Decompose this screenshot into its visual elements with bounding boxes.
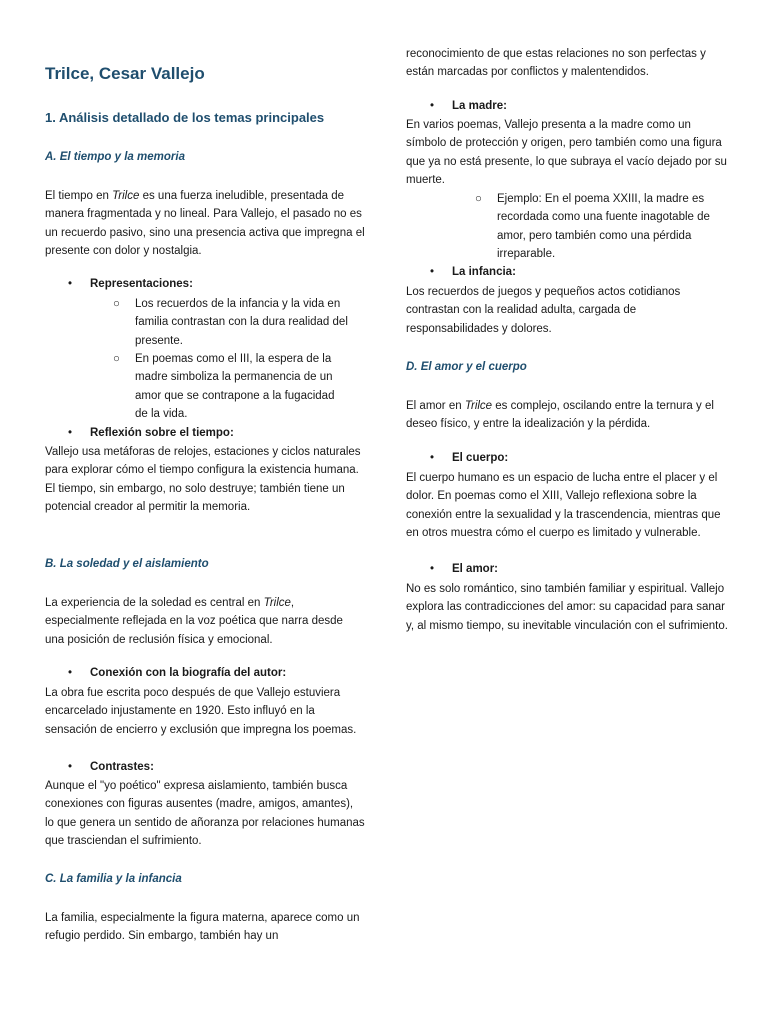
emphasis-title: Trilce xyxy=(464,400,493,412)
sub-bullet: ○ En poemas como el III, la espera de la madre simboliza la permanencia de un amor que se contrapone a la fugacidad de la vida. xyxy=(135,350,350,423)
sub-bullet: ○ Ejemplo: En el poema XXIII, la madre es recordada como una fuente inagotable de amor, pero también como una pérdida irreparable. xyxy=(497,190,728,263)
paragraph-d-intro: El amor en Trilce es complejo, oscilando entre la ternura y el deseo físico, y entre la idealización y la pérdida. xyxy=(406,400,714,431)
bullet-icon: • xyxy=(430,266,435,278)
paragraph-c-intro: La familia, especialmente la figura materna, aparece como un refugio perdido. Sin embargo, también hay un xyxy=(45,912,360,943)
paragraph-c-continued: reconocimiento de que estas relaciones no son perfectas y están marcadas por conflictos y malentendidos. xyxy=(406,48,706,79)
document-title: Trilce, Cesar Vallejo xyxy=(45,64,205,83)
circle-bullet-icon: ○ xyxy=(113,298,120,310)
bullet-representaciones: • Representaciones: xyxy=(68,278,193,290)
bullet-infancia: • La infancia: xyxy=(430,266,516,278)
section-heading: 1. Análisis detallado de los temas principales xyxy=(45,110,325,125)
bullet-contrastes: • Contrastes: xyxy=(68,761,154,773)
bullet-madre: • La madre: xyxy=(430,100,507,112)
bullet-icon: • xyxy=(68,667,73,679)
bullet-cuerpo: • El cuerpo: xyxy=(430,452,509,464)
circle-bullet-icon: ○ xyxy=(475,193,482,205)
paragraph-amor: No es solo romántico, sino también familiar y espiritual. Vallejo explora las contradicciones del amor: su capacidad para sanar y, al mismo tiempo, su inevitable vinculación con el sufrimiento. xyxy=(406,583,728,632)
bullet-icon: • xyxy=(68,427,73,439)
bullet-conexion: • Conexión con la biografía del autor: xyxy=(68,667,287,679)
bullet-icon: • xyxy=(430,100,435,112)
bullet-icon: • xyxy=(430,563,435,575)
subsection-heading-a: A. El tiempo y la memoria xyxy=(45,151,185,163)
paragraph-madre: En varios poemas, Vallejo presenta a la madre como un símbolo de protección y origen, pero también como una figura que ya no está presente, lo que subraya el vacío dejado por su muerte. xyxy=(406,119,727,186)
sub-bullet: ○ Los recuerdos de la infancia y la vida en familia contrastan con la dura realidad del presente. xyxy=(135,295,350,350)
subsection-heading-c: C. La familia y la infancia xyxy=(45,873,182,885)
paragraph-b-intro: La experiencia de la soledad es central en Trilce, especialmente reflejada en la voz poética que narra desde una posición de reclusión física y emocional. xyxy=(45,597,343,646)
paragraph-infancia: Los recuerdos de juegos y pequeños actos cotidianos contrastan con la realidad adulta, cargada de responsabilidades y dolores. xyxy=(406,286,681,335)
circle-bullet-icon: ○ xyxy=(113,353,120,365)
bullet-amor: • El amor: xyxy=(430,563,499,575)
bullet-icon: • xyxy=(68,761,73,773)
paragraph-contrastes: Aunque el "yo poético" expresa aislamiento, también busca conexiones con figuras ausentes (madre, amigos, amantes), lo que genera un sentido de añoranza por relaciones humanas que trasciendan el sufrimiento. xyxy=(45,780,365,847)
paragraph-conexion: La obra fue escrita poco después de que Vallejo estuviera encarcelado injustamente en 1920. Esto influyó en la sensación de encierro y exclusión que impregna los poemas. xyxy=(45,687,357,736)
subsection-heading-b: B. La soledad y el aislamiento xyxy=(45,558,209,570)
emphasis-title: Trilce xyxy=(112,190,140,202)
bullet-icon: • xyxy=(68,278,73,290)
emphasis-title: Trilce xyxy=(263,597,291,609)
bullet-reflexion: • Reflexión sobre el tiempo: xyxy=(68,427,234,439)
paragraph-reflexion: Vallejo usa metáforas de relojes, estaciones y ciclos naturales para explorar cómo el tiempo configura la existencia humana. El tiempo, sin embargo, no solo destruye; también tiene un potencial creador al permitir la memoria. xyxy=(45,446,361,513)
paragraph-cuerpo: El cuerpo humano es un espacio de lucha entre el placer y el dolor. En poemas como el XIII, Vallejo reflexiona sobre la conexión entre la sexualidad y la trascendencia, mientras que en otros muestra cómo el cuerpo es limitado y vulnerable. xyxy=(406,472,721,539)
paragraph-a-intro: El tiempo en Trilce es una fuerza ineludible, presentada de manera fragmentada y no lineal. Para Vallejo, el pasado no es un recuerdo pasivo, sino una presencia activa que impregna el presente con dolor y nostalgia. xyxy=(45,190,365,257)
bullet-icon: • xyxy=(430,452,435,464)
subsection-heading-d: D. El amor y el cuerpo xyxy=(406,361,527,373)
